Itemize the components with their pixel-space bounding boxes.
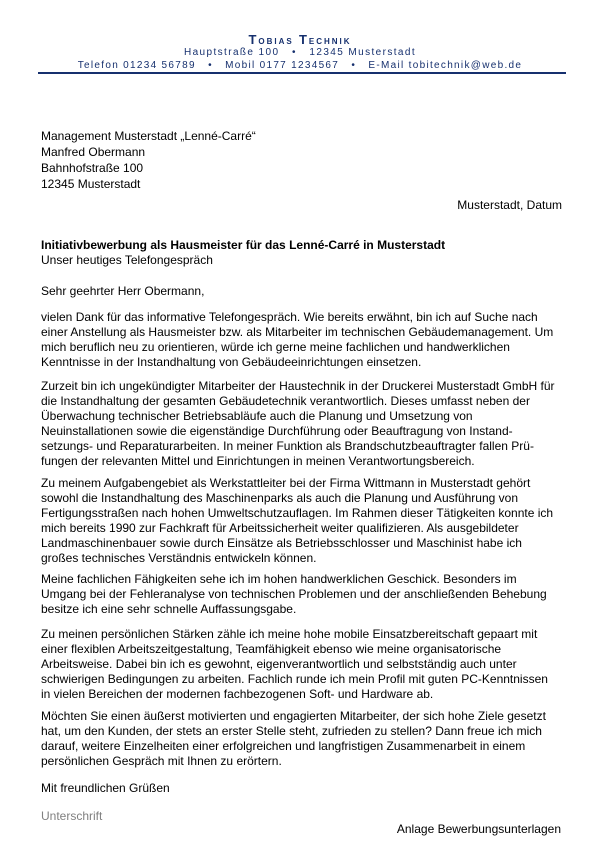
text-line: Kenntnisse in der Instandhaltung von Gebäudeeinrichtungen einsetzen. xyxy=(41,355,422,369)
name-first-initial: T xyxy=(248,32,259,47)
text-line: fungen der relevanten Mittel und Einrichtungen in meinen Verantwortungsbereich. xyxy=(41,454,475,468)
body-paragraph-3 xyxy=(41,476,569,566)
text-line: großes technisches Verständnis entwickeln können. xyxy=(41,551,317,565)
body-paragraph-5 xyxy=(41,627,569,702)
text-line: Zurzeit bin ich ungekündigter Mitarbeiter der Haustechnik in der Druckerei Musterstadt GmbH für xyxy=(41,379,555,393)
sender-name xyxy=(0,32,600,47)
recipient-address xyxy=(41,128,256,192)
place-date: Musterstadt, Datum xyxy=(457,198,562,212)
text-line: Neuinstallationen sowie die eigenständige Durchführung oder Beauftragung von Instand- xyxy=(41,424,513,438)
name-last-initial: T xyxy=(298,32,309,47)
recipient-line: Manfred Obermann xyxy=(41,145,146,159)
text-line: die Instandhaltung der gesamten Gebäudetechnik verantwortlich. Dieses umfasst neben der xyxy=(41,394,530,408)
subject-subline: Unser heutiges Telefongespräch xyxy=(41,253,213,267)
closing-phrase: Mit freundlichen Grüßen xyxy=(41,781,170,795)
text-line: darauf, weitere Einzelheiten einer erfolgreichen und langfristigen Zusammenarbeit in einem xyxy=(41,739,526,753)
text-line: Überwachung technischer Betriebsabläufe auch die Planung und Umsetzung von xyxy=(41,409,473,423)
signature-placeholder: Unterschrift xyxy=(41,809,103,823)
text-line: mich bereits 1990 zur Fachkraft für Arbeitssicherheit weiter qualifizieren. Als ausgebildeter xyxy=(41,521,519,535)
body-paragraph-6 xyxy=(41,709,569,769)
recipient-line: Management Musterstadt „Lenné-Carré“ xyxy=(41,129,256,143)
sender-contact: Telefon 01234 56789 • Mobil 0177 1234567 • E-Mail tobitechnik@web.de xyxy=(77,60,523,71)
recipient-line: Bahnhofstraße 100 xyxy=(41,161,144,175)
text-line: setzungs- und Reparaturarbeiten. In meiner Funktion als Brandschutzbeauftragter fallen Prü- xyxy=(41,439,534,453)
text-line: sowohl die Instandhaltung des Maschinenparks als auch die Planung und Ausführung von xyxy=(41,491,518,505)
name-first-rest: obias xyxy=(258,35,294,47)
text-line: einer flexiblen Arbeitszeitgestaltung, Teamfähigkeit ebenso wie meine organisatorische xyxy=(41,642,502,656)
text-line: Zu meinen persönlichen Stärken zähle ich meine hohe mobile Einsatzbereitschaft gepaart mit xyxy=(41,627,538,641)
sender-address: Hauptstraße 100 • 12345 Musterstadt xyxy=(183,47,417,58)
text-line: besitze ich eine sehr schnelle Auffassungsgabe. xyxy=(41,602,297,616)
text-line: in vielen Bereichen der modernen fachbezogenen Soft- und Hardware ab. xyxy=(41,687,434,701)
text-line: vielen Dank für das informative Telefongespräch. Wie bereits erwähnt, bin ich auf Suche nach xyxy=(41,310,538,324)
text-line: Umgang bei der Fehleranalyse von technischen Problemen und der anschließenden Behebung xyxy=(41,587,547,601)
text-line: Meine fachlichen Fähigkeiten sehe ich im hohen handwerklichen Geschick. Besonders im xyxy=(41,572,517,586)
text-line: schwierigen Bedingungen zu arbeiten. Fachlich runde ich mein Profil mit guten PC-Kenntnissen xyxy=(41,672,548,686)
text-line: Landmaschinenbauer sowie durch Einsätze als Betriebsschlosser und Maschinist habe ich xyxy=(41,536,522,550)
recipient-line: 12345 Musterstadt xyxy=(41,177,141,191)
body-paragraph-4 xyxy=(41,572,569,617)
body-paragraph-1 xyxy=(41,310,569,370)
subject-line: Initiativbewerbung als Hausmeister für das Lenné-Carré in Musterstadt xyxy=(41,238,446,252)
body-paragraph-2 xyxy=(41,379,569,469)
enclosure-note: Anlage Bewerbungsunterlagen xyxy=(396,822,561,836)
name-last-rest: echnik xyxy=(308,35,352,47)
text-line: Fertigungsstraßen nach hohen Umweltschutzauflagen. Im Rahmen dieser Tätigkeiten konnte ich xyxy=(41,506,554,520)
text-line: persönlichen Gespräch mit Ihnen zu erörtern. xyxy=(41,754,282,768)
text-line: Zu meinem Aufgabengebiet als Werkstattleiter bei der Firma Wittmann in Musterstadt gehört xyxy=(41,476,531,490)
text-line: mich beruflich neu zu orientieren, würde ich gerne meine fachlichen und handwerklichen xyxy=(41,340,510,354)
text-line: Möchten Sie einen äußerst motivierten und engagierten Mitarbeiter, der sich hohe Ziele gesetzt xyxy=(41,709,546,723)
text-line: einer Anstellung als Hausmeister bzw. als Mitarbeiter im technischen Gebäudemanagement. Um xyxy=(41,325,554,339)
text-line: Arbeitsweise. Dabei bin ich es gewohnt, eigenverantwortlich und selbstständig auch unter xyxy=(41,657,517,671)
text-line: hat, um den Kunden, der stets an erster Stelle steht, zufrieden zu stellen? Dann freue ich mich xyxy=(41,724,542,738)
salutation: Sehr geehrter Herr Obermann, xyxy=(41,284,205,298)
header-divider xyxy=(38,72,566,74)
